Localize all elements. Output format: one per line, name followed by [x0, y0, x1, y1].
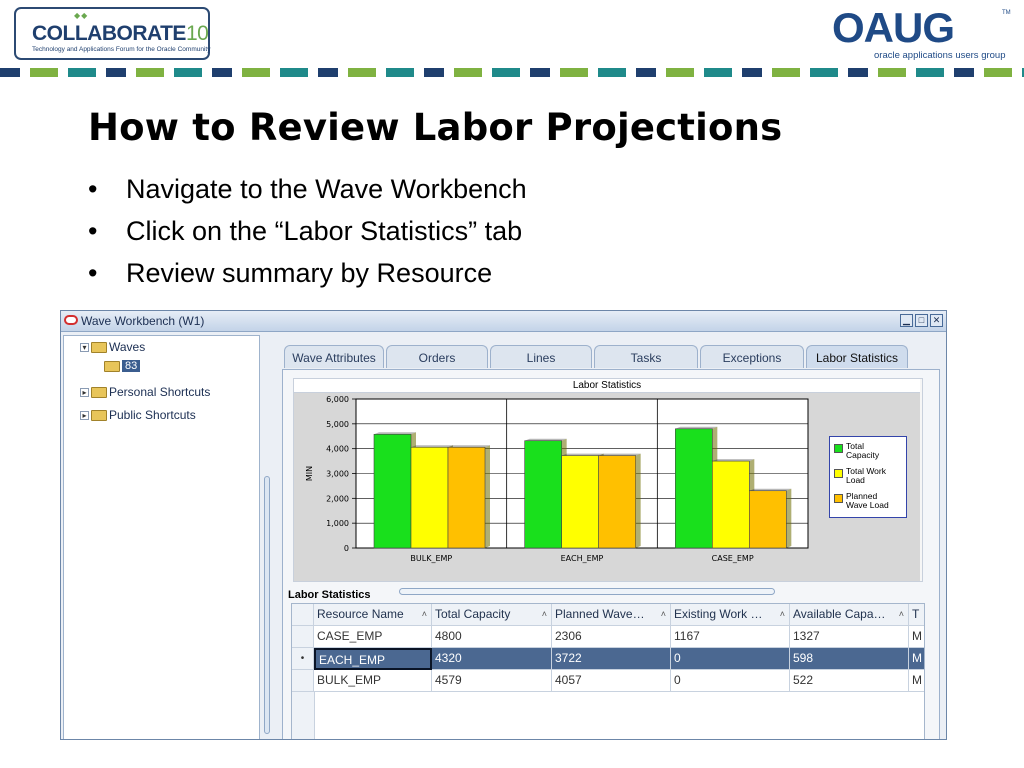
stripe-segment — [136, 68, 164, 77]
stripe-gap — [96, 68, 106, 77]
navigator-tree — [63, 335, 260, 740]
legend-text: Planned — [846, 491, 878, 501]
stripe-gap — [232, 68, 242, 77]
stripe-segment — [174, 68, 202, 77]
cell-planned-wave[interactable]: 3722 — [552, 648, 671, 670]
column-header-t[interactable]: T — [909, 604, 925, 626]
tab-wave-attributes[interactable]: Wave Attributes — [284, 345, 384, 368]
cell-available-capacity[interactable]: 1327 — [790, 626, 909, 648]
tree-node-waves[interactable] — [80, 340, 145, 354]
tree-label-wave-83: 83 — [122, 360, 140, 372]
stripe-segment — [916, 68, 944, 77]
shortcut-folder-icon — [91, 410, 107, 421]
expand-icon[interactable]: ▸ — [80, 411, 89, 420]
stripe-gap — [58, 68, 68, 77]
stripe-gap — [202, 68, 212, 77]
stripe-gap — [338, 68, 348, 77]
minimize-icon[interactable]: ▁ — [900, 314, 913, 327]
stripe-segment — [742, 68, 762, 77]
bullet-text: Navigate to the Wave Workbench — [126, 174, 527, 204]
chart-plot-area — [294, 393, 920, 581]
window-title: Wave Workbench (W1) — [81, 314, 205, 328]
column-header-available-capacity[interactable]: Available Capa… ˄ — [790, 604, 909, 626]
bar — [749, 491, 786, 548]
stripe-gap — [376, 68, 386, 77]
sort-icon: ˄ — [898, 609, 904, 619]
wave-icon — [104, 361, 120, 372]
stripe-segment — [530, 68, 550, 77]
y-tick-label: 0 — [343, 544, 349, 553]
cell-available-capacity[interactable]: 598 — [790, 648, 909, 670]
row-header-cell — [292, 604, 314, 626]
maximize-icon[interactable]: □ — [915, 314, 928, 327]
bar-side — [636, 454, 641, 548]
stripe-segment — [772, 68, 800, 77]
oaug-tagline: oracle applications users group — [874, 50, 1006, 61]
bullet-icon: • — [88, 174, 98, 204]
legend-text: Wave Load — [846, 500, 889, 510]
stripe-gap — [762, 68, 772, 77]
cell-resource-name[interactable]: BULK_EMP — [314, 670, 432, 692]
legend-item — [834, 492, 889, 510]
stripe-gap — [1012, 68, 1022, 77]
y-tick-label: 3,000 — [326, 469, 349, 479]
content-area — [274, 335, 944, 740]
stripe-gap — [732, 68, 742, 77]
bullet-item — [88, 212, 527, 254]
bullet-icon: • — [88, 258, 98, 288]
collaborate-tagline: Technology and Applications Forum for the Oracle Community — [32, 46, 211, 53]
sort-icon: ˄ — [421, 609, 427, 619]
stripe-gap — [944, 68, 954, 77]
bar — [374, 434, 411, 548]
bar-side — [786, 489, 791, 548]
stripe-gap — [626, 68, 636, 77]
stripe-segment — [666, 68, 694, 77]
sort-icon: ˄ — [779, 609, 785, 619]
cell-planned-wave[interactable]: 2306 — [552, 626, 671, 648]
slide-title: How to Review Labor Projections — [88, 106, 783, 149]
bar — [411, 447, 448, 548]
legend-text: Load — [846, 475, 865, 485]
cell-total-capacity[interactable]: 4320 — [432, 648, 552, 670]
labor-statistics-panel — [282, 369, 940, 740]
x-tick-label: CASE_EMP — [711, 554, 754, 563]
tree-node-wave-83[interactable] — [104, 360, 140, 372]
stripe-segment — [318, 68, 338, 77]
labor-chart — [293, 378, 923, 582]
chart-svg — [294, 393, 920, 581]
cell-t[interactable]: M — [909, 670, 925, 692]
stripe-segment — [878, 68, 906, 77]
tree-node-public-shortcuts[interactable] — [80, 408, 196, 422]
bar — [599, 456, 636, 548]
window-controls — [900, 314, 943, 327]
y-tick-label: 4,000 — [326, 444, 349, 454]
cell-total-capacity[interactable]: 4579 — [432, 670, 552, 692]
y-tick-label: 6,000 — [326, 395, 349, 404]
row-header-cell[interactable] — [292, 670, 314, 692]
tab-orders[interactable]: Orders — [386, 345, 488, 368]
stripe-gap — [482, 68, 492, 77]
legend-text: Capacity — [846, 450, 880, 460]
legend-swatch-icon — [834, 494, 843, 503]
stripe-segment — [348, 68, 376, 77]
oaug-logo-text: OAUG — [832, 4, 954, 51]
bar-side — [485, 445, 490, 548]
tree-label-personal-shortcuts: Personal Shortcuts — [109, 385, 211, 399]
vertical-scrollbar[interactable] — [264, 476, 270, 734]
bullet-text: Review summary by Resource — [126, 258, 493, 288]
stripe-segment — [212, 68, 232, 77]
cell-existing-work[interactable]: 0 — [671, 670, 790, 692]
stripe-gap — [550, 68, 560, 77]
y-tick-label: 1,000 — [326, 519, 349, 529]
horizontal-scrollbar[interactable] — [399, 588, 775, 595]
stripe-segment — [30, 68, 58, 77]
stripe-segment — [704, 68, 732, 77]
stripe-segment — [598, 68, 626, 77]
expand-icon[interactable]: ▸ — [80, 388, 89, 397]
legend-swatch-icon — [834, 469, 843, 478]
x-tick-label: EACH_EMP — [560, 554, 604, 563]
table-row[interactable] — [292, 626, 925, 648]
stripe-gap — [906, 68, 916, 77]
stripe-segment — [242, 68, 270, 77]
chart-legend — [829, 436, 907, 518]
bar — [525, 441, 562, 548]
stripe-segment — [454, 68, 482, 77]
stripe-segment — [280, 68, 308, 77]
stripe-gap — [414, 68, 424, 77]
stripe-gap — [974, 68, 984, 77]
stripe-gap — [868, 68, 878, 77]
stripe-gap — [20, 68, 30, 77]
tab-exceptions[interactable]: Exceptions — [700, 345, 804, 368]
stripe-gap — [270, 68, 280, 77]
table-row-selected[interactable] — [292, 648, 925, 670]
cell-resource-name[interactable]: EACH_EMP — [314, 648, 432, 670]
stripe-segment — [848, 68, 868, 77]
stripe-segment — [954, 68, 974, 77]
tab-lines[interactable]: Lines — [490, 345, 592, 368]
legend-swatch-icon — [834, 444, 843, 453]
tree-label-public-shortcuts: Public Shortcuts — [109, 408, 196, 422]
wave-workbench-window — [60, 310, 947, 740]
stripe-gap — [126, 68, 136, 77]
cell-t[interactable]: M — [909, 626, 925, 648]
shortcut-folder-icon — [91, 387, 107, 398]
bar — [448, 447, 485, 548]
collaborate-dots-icon: ◆◆ — [74, 11, 89, 20]
stripe-segment — [0, 68, 20, 77]
collaborate-logo — [14, 7, 210, 60]
x-tick-label: BULK_EMP — [410, 554, 453, 563]
stripe-segment — [984, 68, 1012, 77]
stripe-segment — [560, 68, 588, 77]
column-header-planned-wave[interactable]: Planned Wave… ˄ — [552, 604, 671, 626]
stripe-gap — [656, 68, 666, 77]
bullet-list — [88, 170, 527, 296]
cell-available-capacity[interactable]: 522 — [790, 670, 909, 692]
labor-statistics-table — [291, 603, 925, 740]
stripe-gap — [308, 68, 318, 77]
cell-existing-work[interactable]: 1167 — [671, 626, 790, 648]
stripe-segment — [636, 68, 656, 77]
stripe-segment — [810, 68, 838, 77]
folder-icon — [91, 342, 107, 353]
stripe-segment — [492, 68, 520, 77]
stripe-gap — [800, 68, 810, 77]
close-icon[interactable]: ✕ — [930, 314, 943, 327]
bullet-item — [88, 170, 527, 212]
oracle-icon — [64, 315, 78, 325]
y-tick-label: 2,000 — [326, 494, 349, 504]
tab-bar — [284, 345, 910, 369]
sort-icon: ˄ — [541, 609, 547, 619]
stripe-gap — [520, 68, 530, 77]
tree-label-waves: Waves — [109, 340, 146, 354]
tab-labor-statistics[interactable]: Labor Statistics — [806, 345, 908, 368]
window-titlebar[interactable] — [61, 311, 946, 332]
legend-item — [834, 467, 886, 485]
stats-section-label: Labor Statistics — [288, 589, 371, 601]
y-axis-label: MIN — [305, 465, 314, 482]
sort-icon: ˄ — [660, 609, 666, 619]
bar — [712, 461, 749, 548]
row-header-cell[interactable] — [292, 626, 314, 648]
y-tick-label: 5,000 — [326, 419, 349, 429]
stripe-segment — [386, 68, 414, 77]
collaborate-logo-text: COLLABORATE10 — [32, 22, 209, 45]
legend-text: Total — [846, 441, 864, 451]
stripe-gap — [694, 68, 704, 77]
column-header-total-capacity[interactable]: Total Capacity ˄ — [432, 604, 552, 626]
stripe-gap — [588, 68, 598, 77]
bar — [675, 429, 712, 548]
stripe-gap — [838, 68, 848, 77]
stripe-gap — [164, 68, 174, 77]
oaug-trademark: TM — [1002, 10, 1011, 16]
stripe-segment — [424, 68, 444, 77]
bullet-text: Click on the “Labor Statistics” tab — [126, 216, 523, 246]
cell-planned-wave[interactable]: 4057 — [552, 670, 671, 692]
column-header-resource-name[interactable]: Resource Name ˄ — [314, 604, 432, 626]
bullet-icon: • — [88, 216, 98, 246]
tab-tasks[interactable]: Tasks — [594, 345, 698, 368]
cell-t[interactable]: M — [909, 648, 925, 670]
bar — [562, 456, 599, 548]
bullet-item — [88, 254, 527, 296]
row-header-column — [292, 692, 315, 740]
cell-existing-work[interactable]: 0 — [671, 648, 790, 670]
row-selected-marker[interactable]: • — [292, 648, 314, 670]
legend-text: Total Work — [846, 466, 886, 476]
tree-node-personal-shortcuts[interactable] — [80, 385, 210, 399]
header-stripe — [0, 68, 1024, 77]
stripe-gap — [444, 68, 454, 77]
legend-item — [834, 442, 879, 460]
column-header-existing-work[interactable]: Existing Work … ˄ — [671, 604, 790, 626]
cell-resource-name[interactable]: CASE_EMP — [314, 626, 432, 648]
stripe-segment — [106, 68, 126, 77]
collapse-icon[interactable]: ▾ — [80, 343, 89, 352]
table-header-row — [292, 604, 925, 626]
chart-title: Labor Statistics — [294, 379, 920, 393]
stripe-segment — [68, 68, 96, 77]
cell-total-capacity[interactable]: 4800 — [432, 626, 552, 648]
oaug-logo — [830, 4, 1010, 64]
table-row[interactable] — [292, 670, 925, 692]
